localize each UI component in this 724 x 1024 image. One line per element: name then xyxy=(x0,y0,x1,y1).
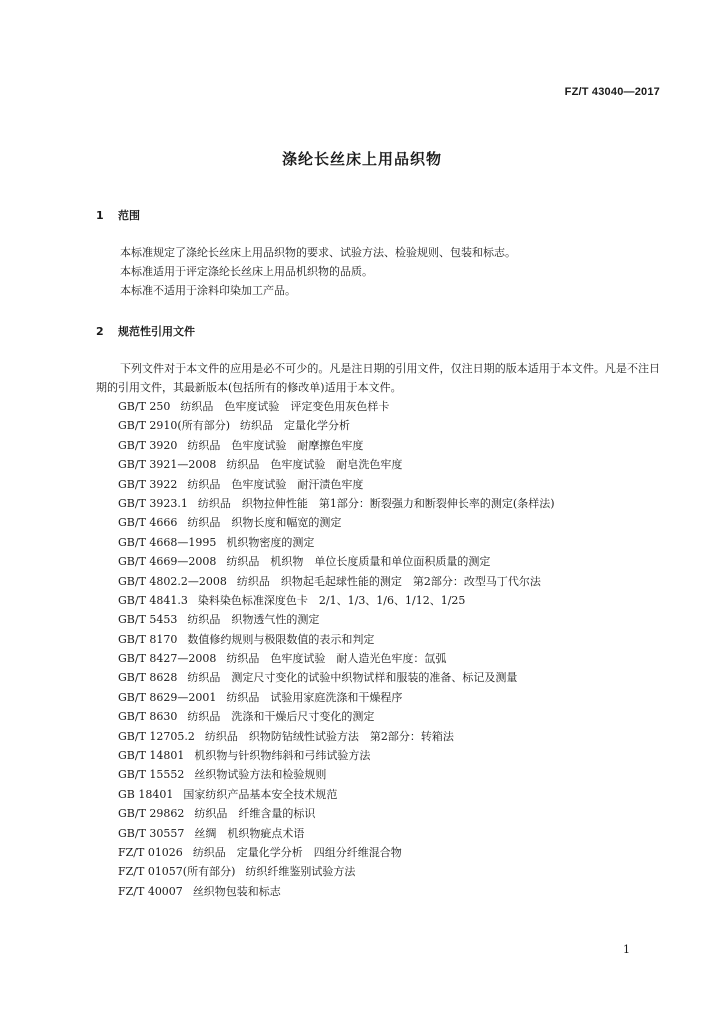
reference-item xyxy=(118,455,678,474)
reference-code: GB/T 4669—2008 xyxy=(118,555,217,569)
reference-code: FZ/T 01026 xyxy=(118,845,183,859)
standard-number: FZ/T 43040—2017 xyxy=(564,86,660,98)
reference-code: GB/T 8170 xyxy=(118,632,178,646)
reference-code: GB/T 8427—2008 xyxy=(118,652,217,666)
reference-item xyxy=(118,533,678,552)
reference-code: FZ/T 01057(所有部分) xyxy=(118,865,236,879)
reference-title: 纺织品 测定尺寸变化的试验中织物试样和服装的准备、标记及测量 xyxy=(187,671,518,685)
reference-title: 丝织物包装和标志 xyxy=(192,884,281,898)
reference-title: 纺织品 试验用家庭洗涤和干燥程序 xyxy=(226,690,403,704)
reference-item xyxy=(118,475,678,494)
reference-code: GB/T 3923.1 xyxy=(118,496,188,510)
reference-code: GB/T 29862 xyxy=(118,807,185,821)
reference-item xyxy=(118,513,678,532)
reference-item xyxy=(118,688,678,707)
reference-code: GB/T 2910(所有部分) xyxy=(118,419,230,433)
reference-code: GB/T 4668—1995 xyxy=(118,535,217,549)
scope-paragraph: 本标准适用于评定涤纶长丝床上用品机织物的品质。 xyxy=(120,265,373,278)
scope-paragraph: 本标准不适用于涂料印染加工产品。 xyxy=(120,284,296,297)
reference-item xyxy=(118,572,678,591)
reference-code: GB/T 3921—2008 xyxy=(118,458,217,472)
reference-item xyxy=(118,824,678,843)
reference-title: 纺织品 织物长度和幅宽的测定 xyxy=(187,516,342,530)
reference-code: GB/T 4666 xyxy=(118,516,178,530)
reference-item xyxy=(118,843,678,862)
section-1-number: 1 xyxy=(96,209,104,222)
reference-code: GB/T 5453 xyxy=(118,613,178,627)
document-title: 涤纶长丝床上用品织物 xyxy=(281,150,442,168)
reference-code: GB/T 14801 xyxy=(118,749,185,763)
reference-item xyxy=(118,727,678,746)
page-number: 1 xyxy=(623,943,630,956)
section-2-title: 规范性引用文件 xyxy=(118,325,195,338)
reference-item xyxy=(118,397,678,416)
reference-item xyxy=(118,882,678,901)
reference-list xyxy=(118,397,678,901)
reference-title: 纺织品 织物起毛起球性能的测定 第2部分：改型马丁代尔法 xyxy=(236,574,541,588)
references-intro: 下列文件对于本文件的应用是必不可少的。凡是注日期的引用文件，仅注日期的版本适用于本文件。凡是不注日期的引用文件，其最新版本(包括所有的修改单)适用于本文件。 xyxy=(96,362,660,394)
section-1-heading xyxy=(96,207,140,223)
reference-title: 纺织品 织物拉伸性能 第1部分：断裂强力和断裂伸长率的测定(条样法) xyxy=(197,496,555,510)
reference-code: GB/T 250 xyxy=(118,400,171,413)
reference-item xyxy=(118,552,678,571)
reference-item xyxy=(118,610,678,629)
reference-code: GB/T 3922 xyxy=(118,477,178,491)
reference-item xyxy=(118,591,678,610)
section-2-number: 2 xyxy=(96,325,104,338)
reference-title: 机织物密度的测定 xyxy=(226,535,315,549)
section-2-heading xyxy=(96,323,195,339)
scope-paragraph: 本标准规定了涤纶长丝床上用品织物的要求、试验方法、检验规则、包装和标志。 xyxy=(120,246,516,259)
reference-code: GB/T 8628 xyxy=(118,671,178,685)
reference-title: 染料染色标准深度色卡 2/1、1/3、1/6、1/12、1/25 xyxy=(197,593,466,607)
reference-title: 纺织品 色牢度试验 评定变色用灰色样卡 xyxy=(180,400,390,413)
reference-item xyxy=(118,707,678,726)
reference-code: GB/T 30557 xyxy=(118,826,185,840)
reference-code: GB/T 3920 xyxy=(118,438,178,452)
reference-title: 纺织品 纤维含量的标识 xyxy=(194,807,316,821)
reference-item xyxy=(118,649,678,668)
reference-item xyxy=(118,668,678,687)
reference-code: GB/T 4841.3 xyxy=(118,593,188,607)
reference-title: 纺织纤维鉴别试验方法 xyxy=(245,865,356,879)
reference-item xyxy=(118,746,678,765)
reference-item xyxy=(118,630,678,649)
reference-title: 纺织品 洗涤和干燥后尺寸变化的测定 xyxy=(187,710,375,724)
reference-code: GB/T 8629—2001 xyxy=(118,690,217,704)
reference-code: GB/T 12705.2 xyxy=(118,729,195,743)
reference-code: GB/T 15552 xyxy=(118,768,185,782)
reference-title: 纺织品 定量化学分析 四组分纤维混合物 xyxy=(192,845,402,859)
reference-title: 纺织品 色牢度试验 耐汗渍色牢度 xyxy=(187,477,364,491)
reference-code: GB 18401 xyxy=(118,787,174,801)
section-1-title: 范围 xyxy=(118,209,140,222)
reference-code: FZ/T 40007 xyxy=(118,884,183,898)
reference-title: 纺织品 定量化学分析 xyxy=(240,419,350,433)
reference-item xyxy=(118,765,678,784)
reference-item xyxy=(118,785,678,804)
reference-title: 机织物与针织物纬斜和弓纬试验方法 xyxy=(194,749,371,763)
reference-item xyxy=(118,436,678,455)
reference-code: GB/T 8630 xyxy=(118,710,178,724)
reference-title: 纺织品 色牢度试验 耐人造光色牢度：氙弧 xyxy=(226,652,447,666)
reference-title: 纺织品 色牢度试验 耐摩擦色牢度 xyxy=(187,438,364,452)
reference-title: 纺织品 织物防钻绒性试验方法 第2部分：转箱法 xyxy=(204,729,454,743)
reference-title: 纺织品 色牢度试验 耐皂洗色牢度 xyxy=(226,458,403,472)
reference-item xyxy=(118,494,678,513)
reference-item xyxy=(118,804,678,823)
reference-title: 丝织物试验方法和检验规则 xyxy=(194,768,327,782)
reference-title: 数值修约规则与极限数值的表示和判定 xyxy=(187,632,375,646)
scope-paragraphs xyxy=(96,243,656,300)
reference-code: GB/T 4802.2—2008 xyxy=(118,574,227,588)
reference-item xyxy=(118,862,678,881)
reference-title: 丝绸 机织物疵点术语 xyxy=(194,826,305,840)
reference-item xyxy=(118,416,678,435)
reference-title: 纺织品 机织物 单位长度质量和单位面积质量的测定 xyxy=(226,555,491,569)
reference-title: 国家纺织产品基本安全技术规范 xyxy=(183,787,338,801)
reference-title: 纺织品 织物透气性的测定 xyxy=(187,613,320,627)
